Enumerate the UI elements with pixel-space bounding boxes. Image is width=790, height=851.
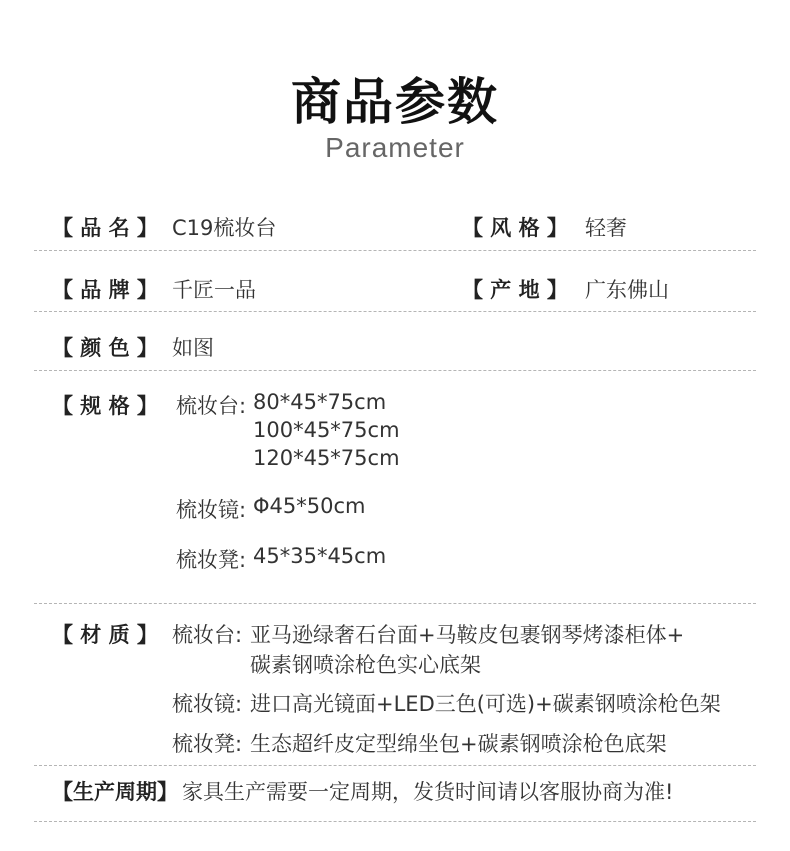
color-label: 【 颜 色 】 — [52, 336, 158, 360]
material-stool-key: 梳妆凳: — [172, 732, 243, 756]
divider — [34, 250, 756, 251]
spec-table-size: 120*45*75cm — [253, 446, 400, 470]
page-title: 商品参数 — [291, 73, 499, 131]
name-value: C19梳妆台 — [172, 216, 277, 240]
specs-label: 【 规 格 】 — [52, 394, 158, 418]
divider — [34, 311, 756, 312]
brand-label: 【 品 牌 】 — [52, 278, 158, 302]
spec-table-key: 梳妆台: — [176, 394, 247, 418]
material-label: 【 材 质 】 — [52, 623, 158, 647]
divider — [34, 370, 756, 371]
material-mirror-key: 梳妆镜: — [172, 692, 243, 716]
material-stool-value: 生态超纤皮定型绵坐包+碳素钢喷涂枪色底架 — [250, 732, 667, 756]
brand-value: 千匠一品 — [172, 278, 256, 302]
name-label: 【 品 名 】 — [52, 216, 158, 240]
spec-mirror-key: 梳妆镜: — [176, 498, 247, 522]
style-value: 轻奢 — [585, 216, 627, 240]
spec-table-size: 100*45*75cm — [253, 418, 400, 442]
style-label: 【 风 格 】 — [462, 216, 568, 240]
page-subtitle: Parameter — [325, 132, 465, 163]
production-label: 【生产周期】 — [52, 780, 178, 804]
spec-mirror-size: Φ45*50cm — [253, 494, 366, 518]
material-mirror-value: 进口高光镜面+LED三色(可选)+碳素钢喷涂枪色架 — [250, 692, 721, 716]
material-table-line: 亚马逊绿奢石台面+马鞍皮包裹钢琴烤漆柜体+ — [250, 623, 685, 647]
spec-table-size: 80*45*75cm — [253, 390, 387, 414]
divider — [34, 765, 756, 766]
divider — [34, 821, 756, 822]
material-table-line: 碳素钢喷涂枪色实心底架 — [250, 653, 481, 677]
production-value: 家具生产需要一定周期，发货时间请以客服协商为准! — [182, 780, 674, 804]
divider — [34, 603, 756, 604]
material-table-key: 梳妆台: — [172, 623, 243, 647]
origin-value: 广东佛山 — [585, 278, 669, 302]
origin-label: 【 产 地 】 — [462, 278, 568, 302]
spec-stool-key: 梳妆凳: — [176, 548, 247, 572]
color-value: 如图 — [172, 336, 214, 360]
spec-stool-size: 45*35*45cm — [253, 544, 387, 568]
